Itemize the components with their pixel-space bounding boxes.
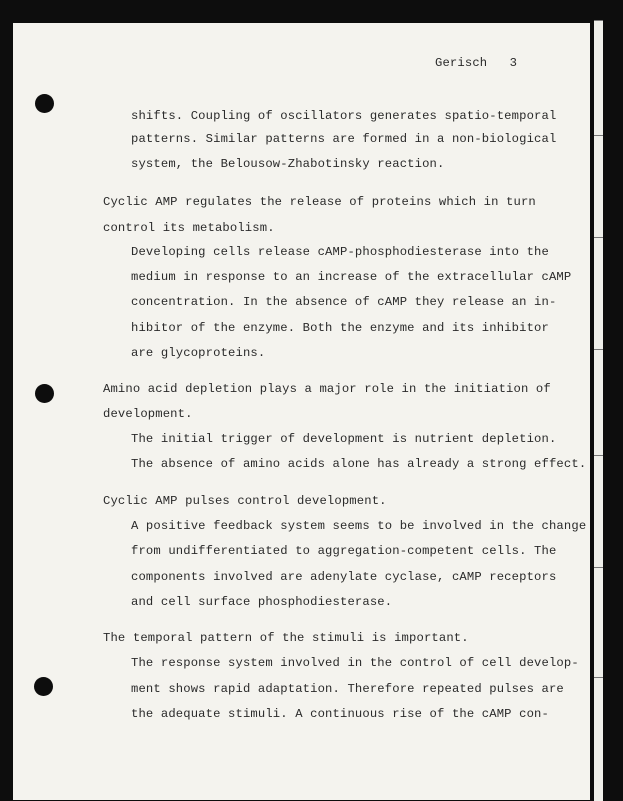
- section-heading: Amino acid depletion plays a major role in the initiation of: [103, 382, 551, 396]
- section-heading: Cyclic AMP regulates the release of proteins which in turn: [103, 195, 536, 209]
- text-line: A positive feedback system seems to be involved in the change: [131, 519, 587, 533]
- text-line: patterns. Similar patterns are formed in a non-biological: [131, 132, 557, 146]
- section-heading: Cyclic AMP pulses control development.: [103, 494, 387, 508]
- text-line: the adequate stimuli. A continuous rise of the cAMP con-: [131, 707, 549, 721]
- text-line: are glycoproteins.: [131, 346, 266, 360]
- header-author: Gerisch: [435, 56, 488, 70]
- text-line: from undifferentiated to aggregation-competent cells. The: [131, 544, 557, 558]
- section-heading: development.: [103, 407, 193, 421]
- section-heading: The temporal pattern of the stimuli is important.: [103, 631, 469, 645]
- text-line: medium in response to an increase of the extracellular cAMP: [131, 270, 572, 284]
- binder-hole-top: [35, 94, 54, 113]
- binder-hole-middle: [35, 384, 54, 403]
- text-line: ment shows rapid adaptation. Therefore repeated pulses are: [131, 682, 564, 696]
- binder-hole-bottom: [34, 677, 53, 696]
- page-header: [435, 56, 517, 70]
- text-line: concentration. In the absence of cAMP they release an in-: [131, 295, 557, 309]
- text-line: system, the Belousow-Zhabotinsky reaction.: [131, 157, 445, 171]
- text-line: The absence of amino acids alone has already a strong effect.: [131, 457, 587, 471]
- index-tab-strip: [594, 20, 606, 800]
- text-line: and cell surface phosphodiesterase.: [131, 595, 393, 609]
- text-line: hibitor of the enzyme. Both the enzyme and its inhibitor: [131, 321, 549, 335]
- header-page-number: 3: [509, 56, 518, 70]
- text-line: The response system involved in the control of cell develop-: [131, 656, 579, 670]
- section-heading: control its metabolism.: [103, 221, 275, 235]
- text-line: components involved are adenylate cyclase, cAMP receptors: [131, 570, 557, 584]
- text-line: shifts. Coupling of oscillators generates spatio-temporal: [131, 109, 557, 123]
- text-line: The initial trigger of development is nutrient depletion.: [131, 432, 557, 446]
- text-line: Developing cells release cAMP-phosphodiesterase into the: [131, 245, 549, 259]
